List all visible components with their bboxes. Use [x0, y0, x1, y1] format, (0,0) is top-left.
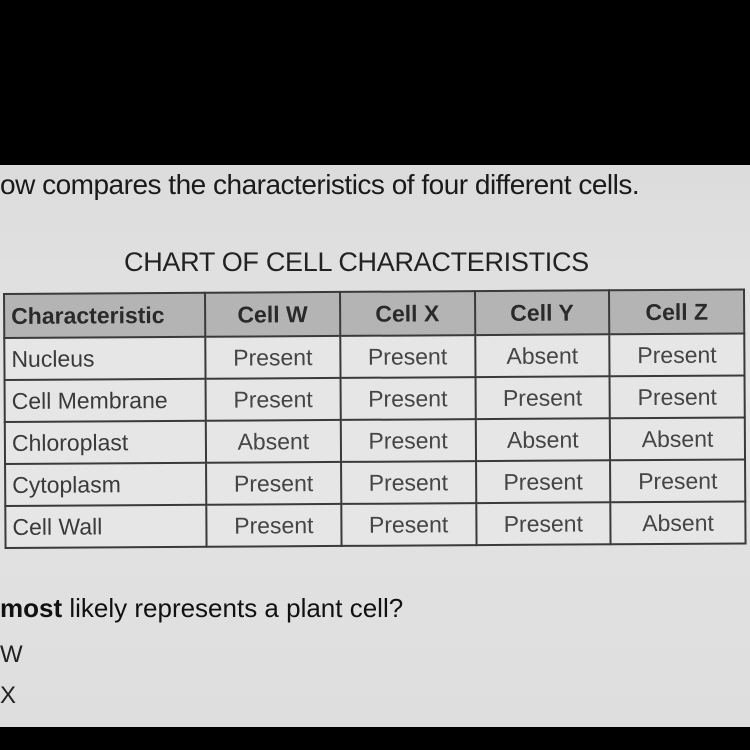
worksheet-page [0, 165, 750, 727]
column-header: Cell W [205, 292, 340, 337]
table-cell: Present [610, 459, 745, 502]
table-cell: Present [340, 335, 475, 378]
table-cell: Absent [475, 418, 610, 461]
column-header: Cell X [340, 291, 475, 336]
column-header: Characteristic [4, 293, 205, 338]
table-header-row [4, 289, 744, 338]
question-emphasis: most [0, 593, 63, 623]
table-cell: Present [341, 461, 476, 504]
row-label: Cell Membrane [5, 379, 206, 422]
table-cell: Present [205, 336, 340, 379]
table-cell: Present [610, 333, 745, 376]
row-label: Cell Wall [5, 505, 206, 548]
table-cell: Absent [611, 501, 746, 544]
row-label: Chloroplast [5, 421, 206, 464]
table-cell: Present [610, 375, 745, 418]
answer-choice-w[interactable]: W [0, 641, 23, 668]
row-label: Nucleus [4, 337, 205, 380]
table-cell: Absent [475, 334, 610, 377]
table-cell: Absent [610, 417, 745, 460]
table-cell: Present [476, 460, 611, 503]
table-cell: Present [206, 504, 341, 547]
answer-choice-x[interactable]: X [0, 682, 17, 709]
table-cell: Present [475, 376, 610, 419]
table-cell: Present [341, 419, 476, 462]
column-header: Cell Y [475, 290, 610, 335]
table-row [4, 333, 744, 380]
table-row [5, 375, 745, 422]
table-cell: Present [340, 377, 475, 420]
chart-title: CHART OF CELL CHARACTERISTICS [124, 247, 589, 277]
table-cell: Present [206, 462, 341, 505]
table-cell: Present [341, 503, 476, 546]
question-rest: likely represents a plant cell? [62, 593, 404, 623]
table-cell: Absent [206, 420, 341, 463]
table-row [5, 459, 745, 506]
table-cell: Present [476, 502, 611, 545]
question-text [0, 593, 403, 624]
table-row [5, 417, 745, 464]
table-row [5, 501, 745, 548]
column-header: Cell Z [609, 289, 744, 334]
cell-characteristics-table [3, 288, 747, 549]
row-label: Cytoplasm [5, 463, 206, 506]
intro-text: ow compares the characteristics of four different cells. [0, 169, 640, 200]
table-cell: Present [206, 378, 341, 421]
